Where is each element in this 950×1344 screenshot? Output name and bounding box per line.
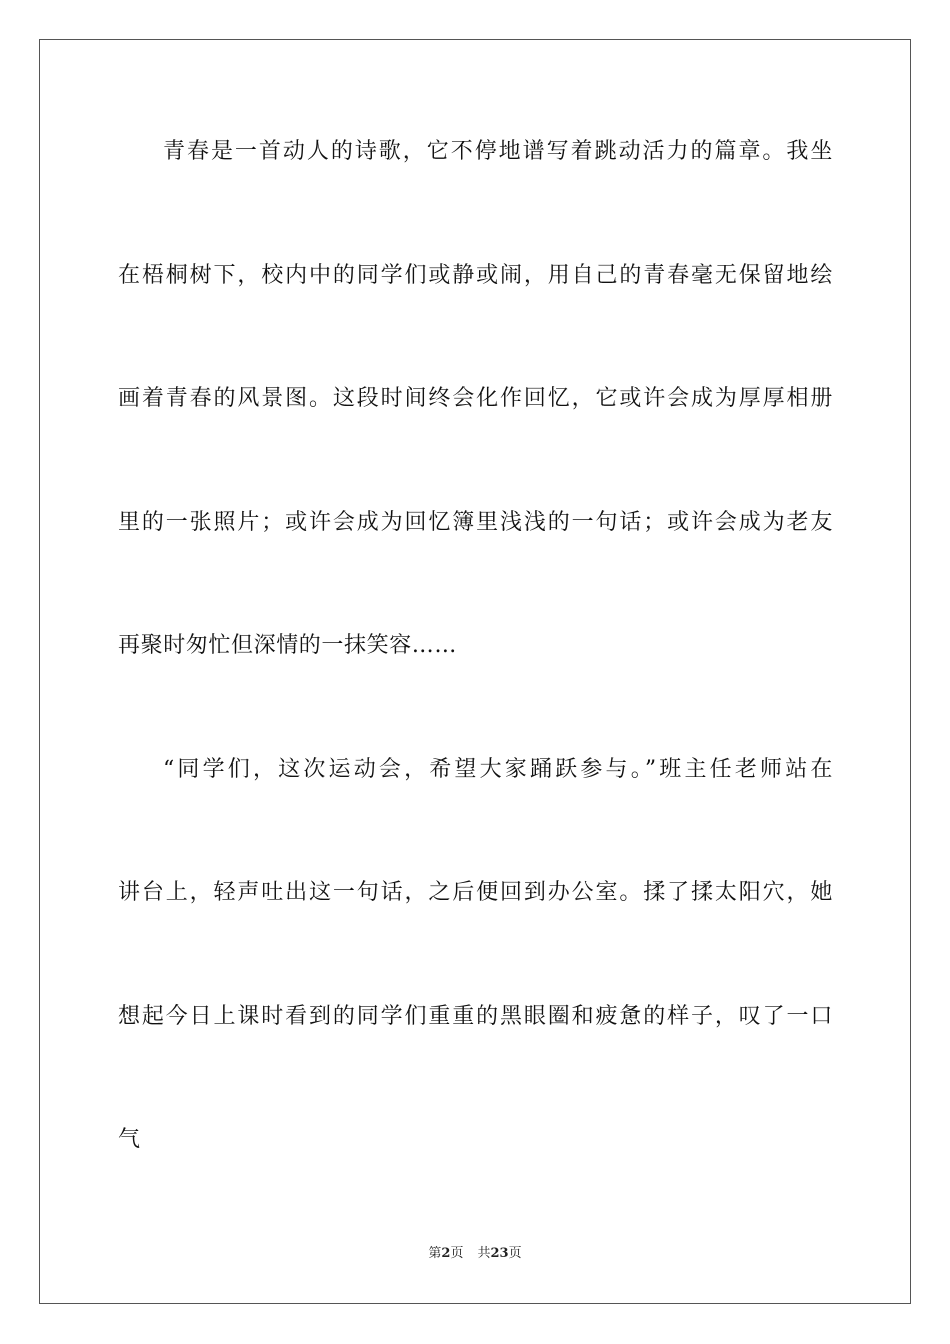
paragraph-line: 在梧桐树下，校内中的同学们或静或闹，用自己的青春毫无保留地绘 [118,263,833,288]
total-prefix: 共 [477,1246,491,1261]
page-frame [39,39,911,1304]
paragraph-line: “同学们，这次运动会，希望大家踊跃参与。”班主任老师站在 [163,757,833,782]
page-footer [0,1245,950,1263]
paragraph-line: 里的一张照片；或许会成为回忆簿里浅浅的一句话；或许会成为老友 [118,510,833,535]
paragraph-line: 青春是一首动人的诗歌，它不停地谱写着跳动活力的篇章。我坐 [163,139,833,164]
paragraph-line: 画着青春的风景图。这段时间终会化作回忆，它或许会成为厚厚相册 [118,386,833,411]
paragraph-line: 想起今日上课时看到的同学们重重的黑眼圈和疲惫的样子，叹了一口 [118,1004,833,1029]
paragraph-line: 气 [118,1127,141,1152]
page-prefix: 第 [428,1246,442,1261]
paragraph-line: 讲台上，轻声吐出这一句话，之后便回到办公室。揉了揉太阳穴，她 [118,880,833,905]
page-number: 2 [441,1246,451,1261]
total-pages: 23 [490,1246,509,1261]
total-suffix: 页 [508,1246,522,1261]
paragraph-line: 再聚时匆忙但深情的一抹笑容…… [118,633,458,658]
page-suffix: 页 [450,1246,464,1261]
